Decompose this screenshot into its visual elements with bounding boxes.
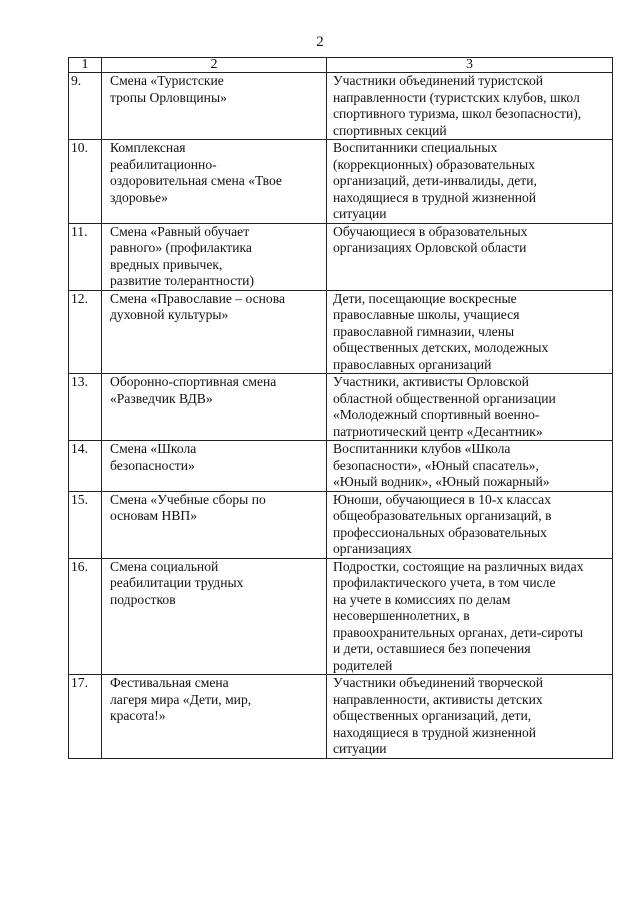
table-row xyxy=(69,491,613,558)
shift-name: Оборонно-спортивная смена «Разведчик ВДВ» xyxy=(102,374,327,441)
table-row xyxy=(69,675,613,759)
shift-name: Смена «Равный обучает равного» (профилактика вредных привычек, развитие толерантности) xyxy=(102,223,327,290)
row-number: 12. xyxy=(69,290,102,374)
participants: Воспитанники клубов «Школа безопасности», «Юный спасатель», «Юный водник», «Юный пожарный» xyxy=(327,441,613,492)
row-number: 9. xyxy=(69,73,102,140)
row-number: 15. xyxy=(69,491,102,558)
participants: Участники объединений туристской направленности (туристских клубов, школ спортивного туризма, школ безопасности), спортивных секций xyxy=(327,73,613,140)
shift-name: Смена «Учебные сборы по основам НВП» xyxy=(102,491,327,558)
row-number: 10. xyxy=(69,140,102,224)
table-row xyxy=(69,73,613,140)
participants: Воспитанники специальных (коррекционных) образовательных организаций, дети-инвалиды, дети, находящиеся в трудной жизненной ситуации xyxy=(327,140,613,224)
participants: Юноши, обучающиеся в 10-х классах общеобразовательных организаций, в профессиональных образовательных организациях xyxy=(327,491,613,558)
shift-name: Комплексная реабилитационно- оздоровительная смена «Твое здоровье» xyxy=(102,140,327,224)
shift-name: Смена «Туристские тропы Орловщины» xyxy=(102,73,327,140)
row-number: 11. xyxy=(69,223,102,290)
participants: Участники, активисты Орловской областной общественной организации «Молодежный спортивный военно- патриотический центр «Десантник» xyxy=(327,374,613,441)
page-number: 2 xyxy=(316,34,324,50)
table-row xyxy=(69,441,613,492)
table-header-row xyxy=(69,58,613,73)
table-row xyxy=(69,140,613,224)
participants: Участники объединений творческой направленности, активисты детских общественных организаций, дети, находящиеся в трудной жизненной ситуации xyxy=(327,675,613,759)
row-number: 16. xyxy=(69,558,102,675)
column-header-number: 1 xyxy=(69,58,102,73)
column-header-shift-name: 2 xyxy=(102,58,327,73)
shift-name: Смена социальной реабилитации трудных подростков xyxy=(102,558,327,675)
row-number: 14. xyxy=(69,441,102,492)
shift-name: Смена «Православие – основа духовной культуры» xyxy=(102,290,327,374)
shift-name: Смена «Школа безопасности» xyxy=(102,441,327,492)
row-number: 13. xyxy=(69,374,102,441)
table-row xyxy=(69,558,613,675)
table-row xyxy=(69,290,613,374)
participants: Дети, посещающие воскресные православные школы, учащиеся православной гимназии, члены общественных детских, молодежных православных организаций xyxy=(327,290,613,374)
participants: Подростки, состоящие на различных видах профилактического учета, в том числе на учете в комиссиях по делам несовершеннолетних, в правоохранительных органах, дети-сироты и дети, оставшиеся без попечения родителей xyxy=(327,558,613,675)
row-number: 17. xyxy=(69,675,102,759)
shift-name: Фестивальная смена лагеря мира «Дети, мир, красота!» xyxy=(102,675,327,759)
participants: Обучающиеся в образовательных организациях Орловской области xyxy=(327,223,613,290)
shifts-table xyxy=(68,57,613,759)
table-row xyxy=(69,223,613,290)
table-row xyxy=(69,374,613,441)
column-header-participants: 3 xyxy=(327,58,613,73)
